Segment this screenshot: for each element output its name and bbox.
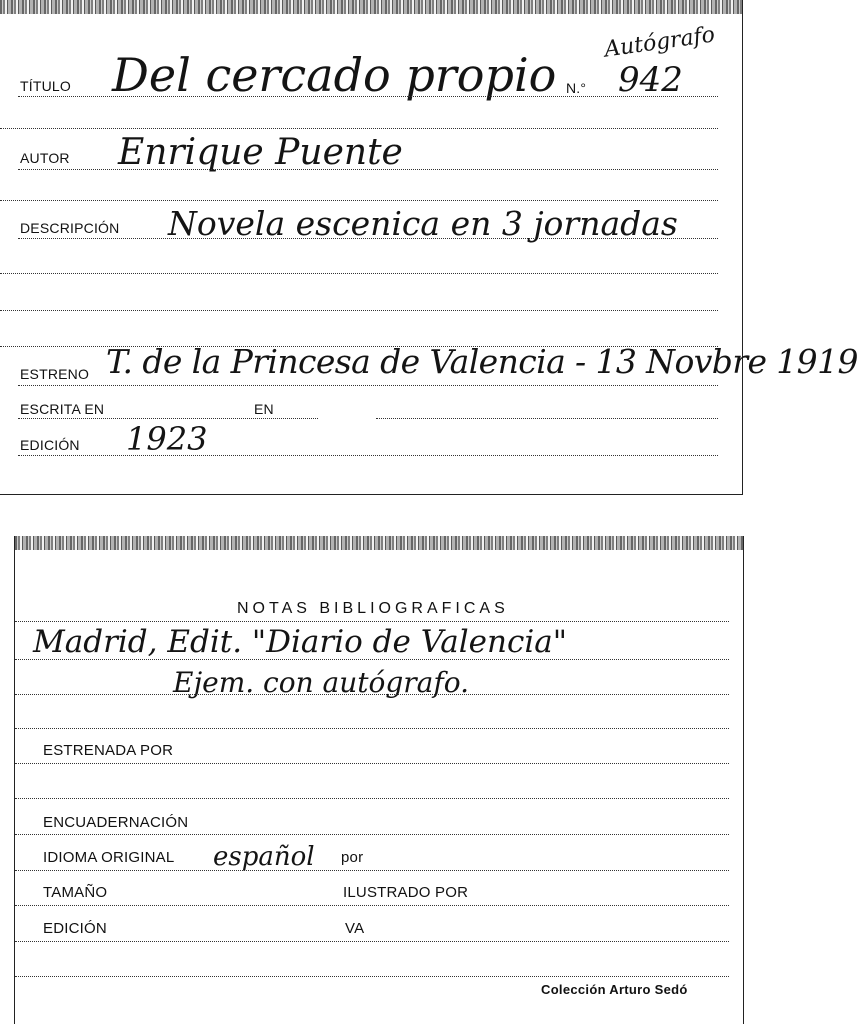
estreno-label: ESTRENO — [20, 366, 90, 382]
catalog-card-front — [0, 0, 858, 495]
escrita-en-rule-right — [376, 418, 718, 419]
rule-b10 — [15, 976, 729, 977]
rule-b7 — [15, 870, 729, 871]
titulo-value: Del cercado propio — [112, 48, 557, 102]
notas-rule — [15, 621, 729, 622]
autografo-annotation: Autógrafo — [602, 22, 717, 63]
descripcion-value: Novela escenica en 3 jornadas — [168, 204, 678, 243]
rule-b9 — [15, 941, 729, 942]
estrenada-por-label: ESTRENADA POR — [43, 742, 174, 759]
idioma-original-label: IDIOMA ORIGINAL — [43, 849, 175, 866]
titulo-label: TÍTULO — [20, 78, 71, 94]
edicion-label: EDICIÓN — [20, 437, 80, 453]
notas-heading: NOTAS BIBLIOGRAFICAS — [237, 600, 509, 617]
edicion-label-2: EDICIÓN — [43, 920, 107, 937]
rule-1 — [0, 128, 718, 129]
rule-b5 — [15, 798, 729, 799]
numero-value: 942 — [618, 60, 683, 100]
escrita-en-label: ESCRITA EN — [20, 401, 105, 417]
note-line-1: Madrid, Edit. "Diario de Valencia" — [33, 624, 567, 660]
escrita-en-rule — [18, 418, 318, 419]
numero-label: N.° — [566, 80, 587, 96]
va-label: VA — [345, 920, 365, 937]
torn-top-edge-2 — [15, 536, 743, 550]
idioma-value: español — [213, 842, 315, 872]
autor-value: Enrique Puente — [118, 132, 403, 173]
torn-top-edge — [0, 0, 742, 14]
edicion-rule — [18, 455, 718, 456]
descripcion-rule — [18, 238, 718, 239]
rule-b4 — [15, 763, 729, 764]
rule-b3 — [15, 728, 729, 729]
estreno-value: T. de la Princesa de Valencia - 13 Novbre 1919 — [106, 342, 858, 381]
rule-4 — [0, 310, 718, 311]
note-line-2: Ejem. con autógrafo. — [173, 666, 469, 699]
descripcion-label: DESCRIPCIÓN — [20, 220, 120, 236]
ilustrado-por-label: ILUSTRADO POR — [343, 884, 469, 901]
rule-2 — [0, 200, 718, 201]
tamano-label: TAMAÑO — [43, 884, 108, 901]
rule-b2 — [15, 694, 729, 695]
autor-rule — [18, 169, 718, 170]
estreno-rule — [18, 385, 718, 386]
en-label: EN — [254, 401, 274, 417]
titulo-rule — [18, 96, 718, 97]
rule-3 — [0, 273, 718, 274]
edicion-value: 1923 — [126, 420, 208, 458]
rule-b8 — [15, 905, 729, 906]
autor-label: AUTOR — [20, 150, 70, 166]
rule-b1 — [15, 659, 729, 660]
collection-credit: Colección Arturo Sedó — [541, 982, 688, 997]
catalog-card-back — [14, 536, 744, 1024]
encuadernacion-label: ENCUADERNACIÓN — [43, 814, 189, 831]
por-label: por — [341, 849, 364, 866]
rule-b6 — [15, 834, 729, 835]
